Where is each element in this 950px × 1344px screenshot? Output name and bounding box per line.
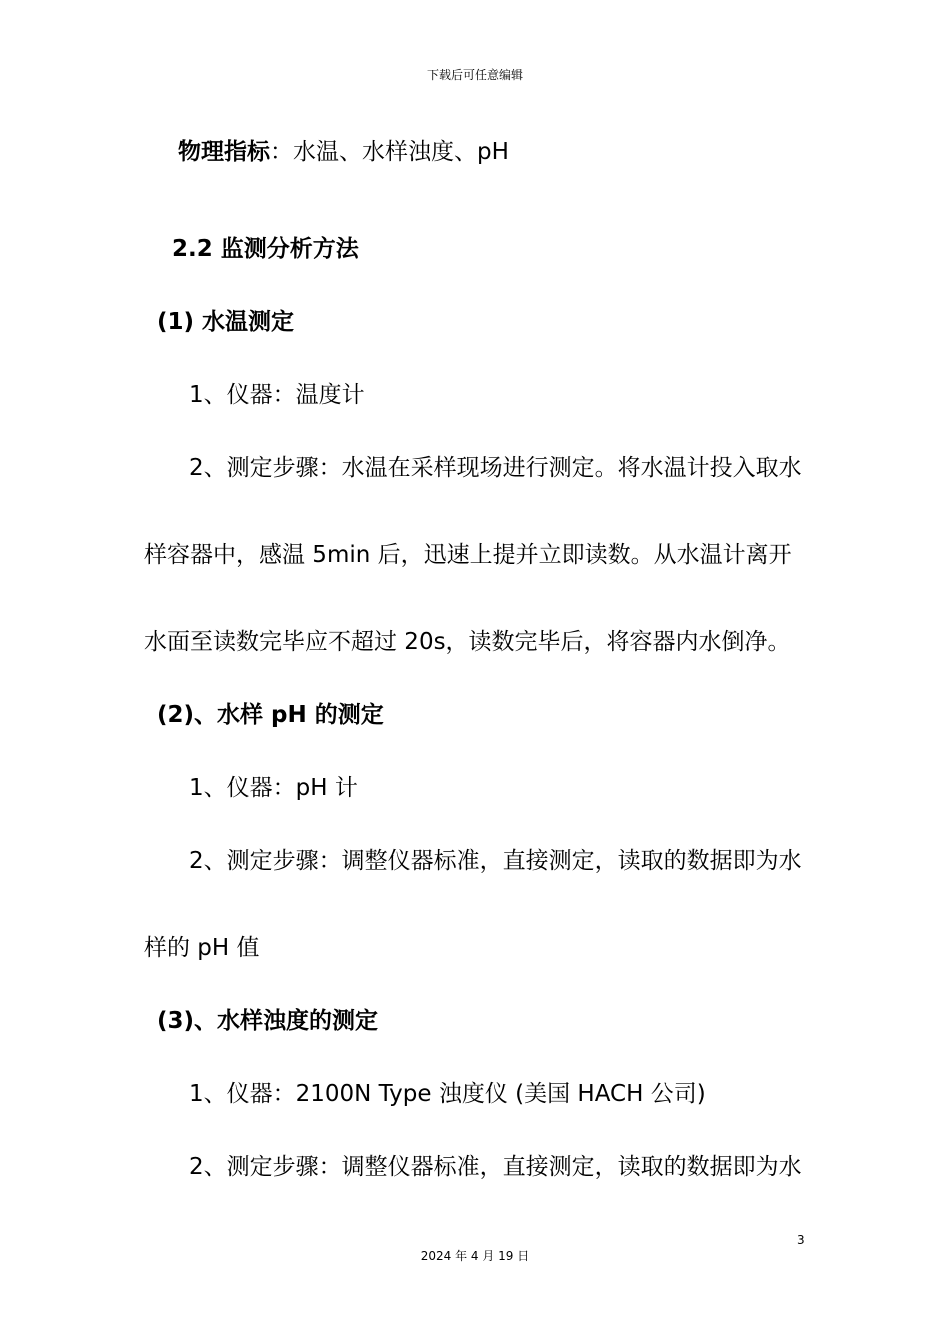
page-header: 下载后可任意编辑 xyxy=(426,68,523,82)
page-footer-date: 2024 年 4 月 19 日 xyxy=(420,1249,530,1263)
subsection-water-temp-title: (1) 水温测定 xyxy=(157,309,295,335)
water-temp-instrument: 1、仪器：温度计 xyxy=(189,382,365,408)
water-temp-steps-line-3: 水面至读数完毕应不超过 20s，读数完毕后，将容器内水倒净。 xyxy=(144,629,791,655)
subsection-ph-title: (2)、水样 pH 的测定 xyxy=(157,702,384,728)
ph-steps-line-1: 2、测定步骤：调整仪器标准，直接测定，读取的数据即为水 xyxy=(189,848,802,874)
water-temp-steps-line-1: 2、测定步骤：水温在采样现场进行测定。将水温计投入取水 xyxy=(189,455,802,481)
section-title: 2.2 监测分析方法 xyxy=(172,236,359,262)
ph-instrument: 1、仪器：pH 计 xyxy=(189,775,358,801)
subsection-turbidity-title: (3)、水样浊度的测定 xyxy=(157,1008,379,1034)
physical-indicators-list: ：水温、水样浊度、pH xyxy=(270,139,509,165)
turbidity-instrument: 1、仪器：2100N Type 浊度仪 (美国 HACH 公司) xyxy=(189,1081,706,1107)
water-temp-steps-line-2: 样容器中，感温 5min 后，迅速上提并立即读数。从水温计离开 xyxy=(144,542,792,568)
physical-indicators-line xyxy=(178,137,509,167)
page-number: 3 xyxy=(797,1233,805,1247)
physical-indicators-label: 物理指标 xyxy=(178,139,270,165)
ph-steps-line-2: 样的 pH 值 xyxy=(144,935,260,961)
turbidity-steps-line-1: 2、测定步骤：调整仪器标准，直接测定，读取的数据即为水 xyxy=(189,1154,802,1180)
